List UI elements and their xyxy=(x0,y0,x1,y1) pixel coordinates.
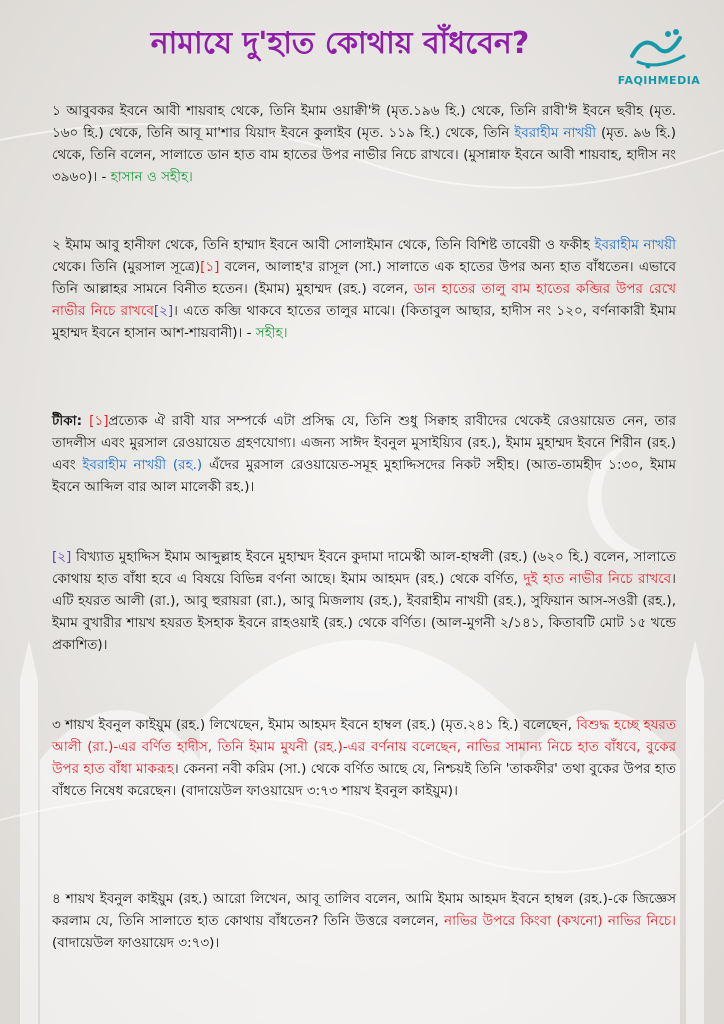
p1-grade: হাসান ও সহীহ। xyxy=(110,169,193,185)
p5-text-a: ৩ শায়খ ইবনুল কাইয়ুম (রহ.) লিখেছেন, ইমাম আহমদ ইবনে হাম্বল (রহ.) (মৃত.২৪১ হি.) বলেছেন, xyxy=(52,717,577,733)
p5-highlight-ruling: বিশুদ্ধ হচ্ছে হযরত আলী (রা.)-এর বর্ণিত হাদীস, তিনি ইমাম মুযনী (রহ.)-এর বর্ণনায় বলেছেন, নাভির সামান্য নিচে হাত বাঁধবে, বুকের উপর হাত বাঁধা মাকরূহ xyxy=(52,717,676,777)
p2-highlight-name: ইবরাহীম নাখয়ী xyxy=(594,237,676,253)
p2-text-h: । এতে কব্জি থাকবে হাতের তালুর মাঝে। (কিতাবুল আছার, হাদীস নং ১২০, বর্ণনাকারী ইমাম মুহাম্মদ ইবনে হাসান আশ-শায়বানী)। - xyxy=(52,303,676,341)
p2-highlight-ruling: ডান হাতের তালু বাম হাতের কব্জির উপর রেখে নাভীর নিচে রাখবে xyxy=(52,281,676,319)
p2-text-c: থেকে। তিনি (মুরসাল সূত্রে) xyxy=(52,259,201,275)
p4-text-a: বিখ্যাত মুহাদ্দিস ইমাম আব্দুল্লাহ ইবনে মুহাম্মদ ইবনে কুদামা দামেস্কী আল-হাম্বলী (রহ.) (৬২০ হি.) বলেন, সালাতে কোথায় হাত বাঁধা হবে এ বিষয়ে বিভিন্ন বর্ণনা আছে। ইমাম আহমদ (রহ.) থেকে বর্ণিত, xyxy=(52,549,676,587)
p2-grade: সহীহ। xyxy=(255,325,288,341)
paragraph-3 xyxy=(52,714,676,802)
p1-text-c: (মৃত. ৯৬ হি.) থেকে, তিনি বলেন, সালাতে ডান হাত বাম হাতের উপর নাভীর নিচে রাখবে। (মুসান্নাফ ইবনে আবী শায়বাহ, হাদীস নং ৩৯৬০)। - xyxy=(52,125,676,185)
p2-text-e: বলেন, আলাহ'র রাসূল (সা.) সালাতে এক হাতের উপর অন্য হাত বাঁধতেন। এভাবে তিনি আল্লাহর সামনে বিনীত হতেন। (ইমাম) মুহাম্মদ (রহ.) বলেন, xyxy=(52,259,676,297)
p4-highlight-ruling: দুই হাত নাভীর নিচে রাখবে xyxy=(523,571,672,587)
paragraph-1 xyxy=(52,100,676,188)
p1-text-a: ১ আবুবকর ইবনে আবী শায়বাহ থেকে, তিনি ইমাম ওয়াক্বী'ঈ (মৃত.১৯৬ হি.) থেকে, তিনি রাবী'ঈ ইবনে ছবীহ (মৃত. ১৬০ হি.) থেকে, তিনি আবূ মা'শার যিয়াদ ইবনে কুলাইব (মৃত. ১১৯ হি.) থেকে, তিনি xyxy=(52,103,676,141)
p1-highlight-name: ইবরাহীম নাখয়ী xyxy=(514,125,597,141)
p5-text-c: । কেননা নবী করিম (সা.) থেকে বর্ণিত আছে যে, নিশ্চয়ই তিনি 'তাকফীর' তথা বুকের উপর হাত বাঁধতে নিষেধ করেছেন। (বাদায়েউল ফাওয়ায়েদ ৩:৭৩ শায়খ ইবনুল কাইয়ুম)। xyxy=(52,761,676,799)
footnote-ref-2: [২] xyxy=(153,303,174,319)
logo-text: FAQIHMEDIA xyxy=(617,74,701,87)
footnote-2-ref: [২] xyxy=(52,549,72,565)
p4-text-c: । এটি হযরত আলী (রা.), আবু হুরায়রা (রা.), আবু মিজলায (রহ.), ইবরাহীম নাখয়ী (রহ.), সুফিয়ান আস-সওরী (রহ.), ইমাম বুখারীর শায়খ হযরত ইসহাক ইবনে রাহওয়াই (রহ.) থেকে বর্ণিত। (আল-মুগনী ২/১৪১, কিতাবটি মোট ১৫ খন্ডে প্রকাশিত)। xyxy=(52,571,676,653)
p6-text-c: (বাদায়েউল ফাওয়ায়েদ ৩:৭৩)। xyxy=(52,935,220,951)
page-title: নামাযে দু'হাত কোথায় বাঁধবেন? xyxy=(150,26,530,61)
faqihmedia-logo xyxy=(604,26,714,98)
p6-text-a: ৪ শায়খ ইবনুল কাইয়ুম (রহ.) আরো লিখেন, আবূ তালিব বলেন, আমি ইমাম আহমদ ইবনে হাম্বল (রহ.)-কে জিজ্ঞেস করলাম যে, তিনি সালাতে হাত কোথায় বাঁধতেন? তিনি উত্তরে বললেন, xyxy=(52,891,676,929)
footnote-ref-1: [১] xyxy=(200,259,220,275)
footnote-1 xyxy=(52,410,676,498)
p3-highlight-name: ইবরাহীম নাখয়ী (রহ.) xyxy=(82,457,203,473)
footnote-label: টীকা: xyxy=(52,413,90,429)
footnote-1-ref: [১] xyxy=(89,413,109,429)
p3-text-c: এঁদের মুরসাল রেওয়ায়েত-সমূহ মুহাদ্দিসদের নিকট সহীহ। (আত-তামহীদ ১:৩০, ইমাম ইবনে আব্দিল বার আল মালেকী রহ.)। xyxy=(52,457,677,495)
p6-highlight-ruling: নাভির উপরে কিংবা (কখনো) নাভির নিচে। xyxy=(444,913,677,929)
footnote-2 xyxy=(52,546,676,656)
p2-text-a: ২ ইমাম আবু হানীফা থেকে, তিনি হাম্মাদ ইবনে আবী সোলাইমান থেকে, তিনি বিশিষ্ট তাবেয়ী ও ফকীহ xyxy=(52,237,595,253)
paragraph-4 xyxy=(52,888,676,954)
paragraph-2 xyxy=(52,234,676,344)
p3-text-a: প্রত্যেক ঐ রাবী যার সম্পর্কে এটা প্রসিদ্ধ যে, তিনি শুধু সিক্বাহ রাবীদের থেকেই রেওয়ায়েত নেন, তার তাদলীস এবং মুরসাল রেওয়ায়েত গ্রহণযোগ্য। এজন্য সাঈদ ইবনুল মুসাইয়্যিব (রহ.), ইমাম মুহাম্মদ ইবনে শিরীন (রহ.) এবং xyxy=(52,413,676,473)
calligraphy-logo-icon xyxy=(624,26,694,72)
